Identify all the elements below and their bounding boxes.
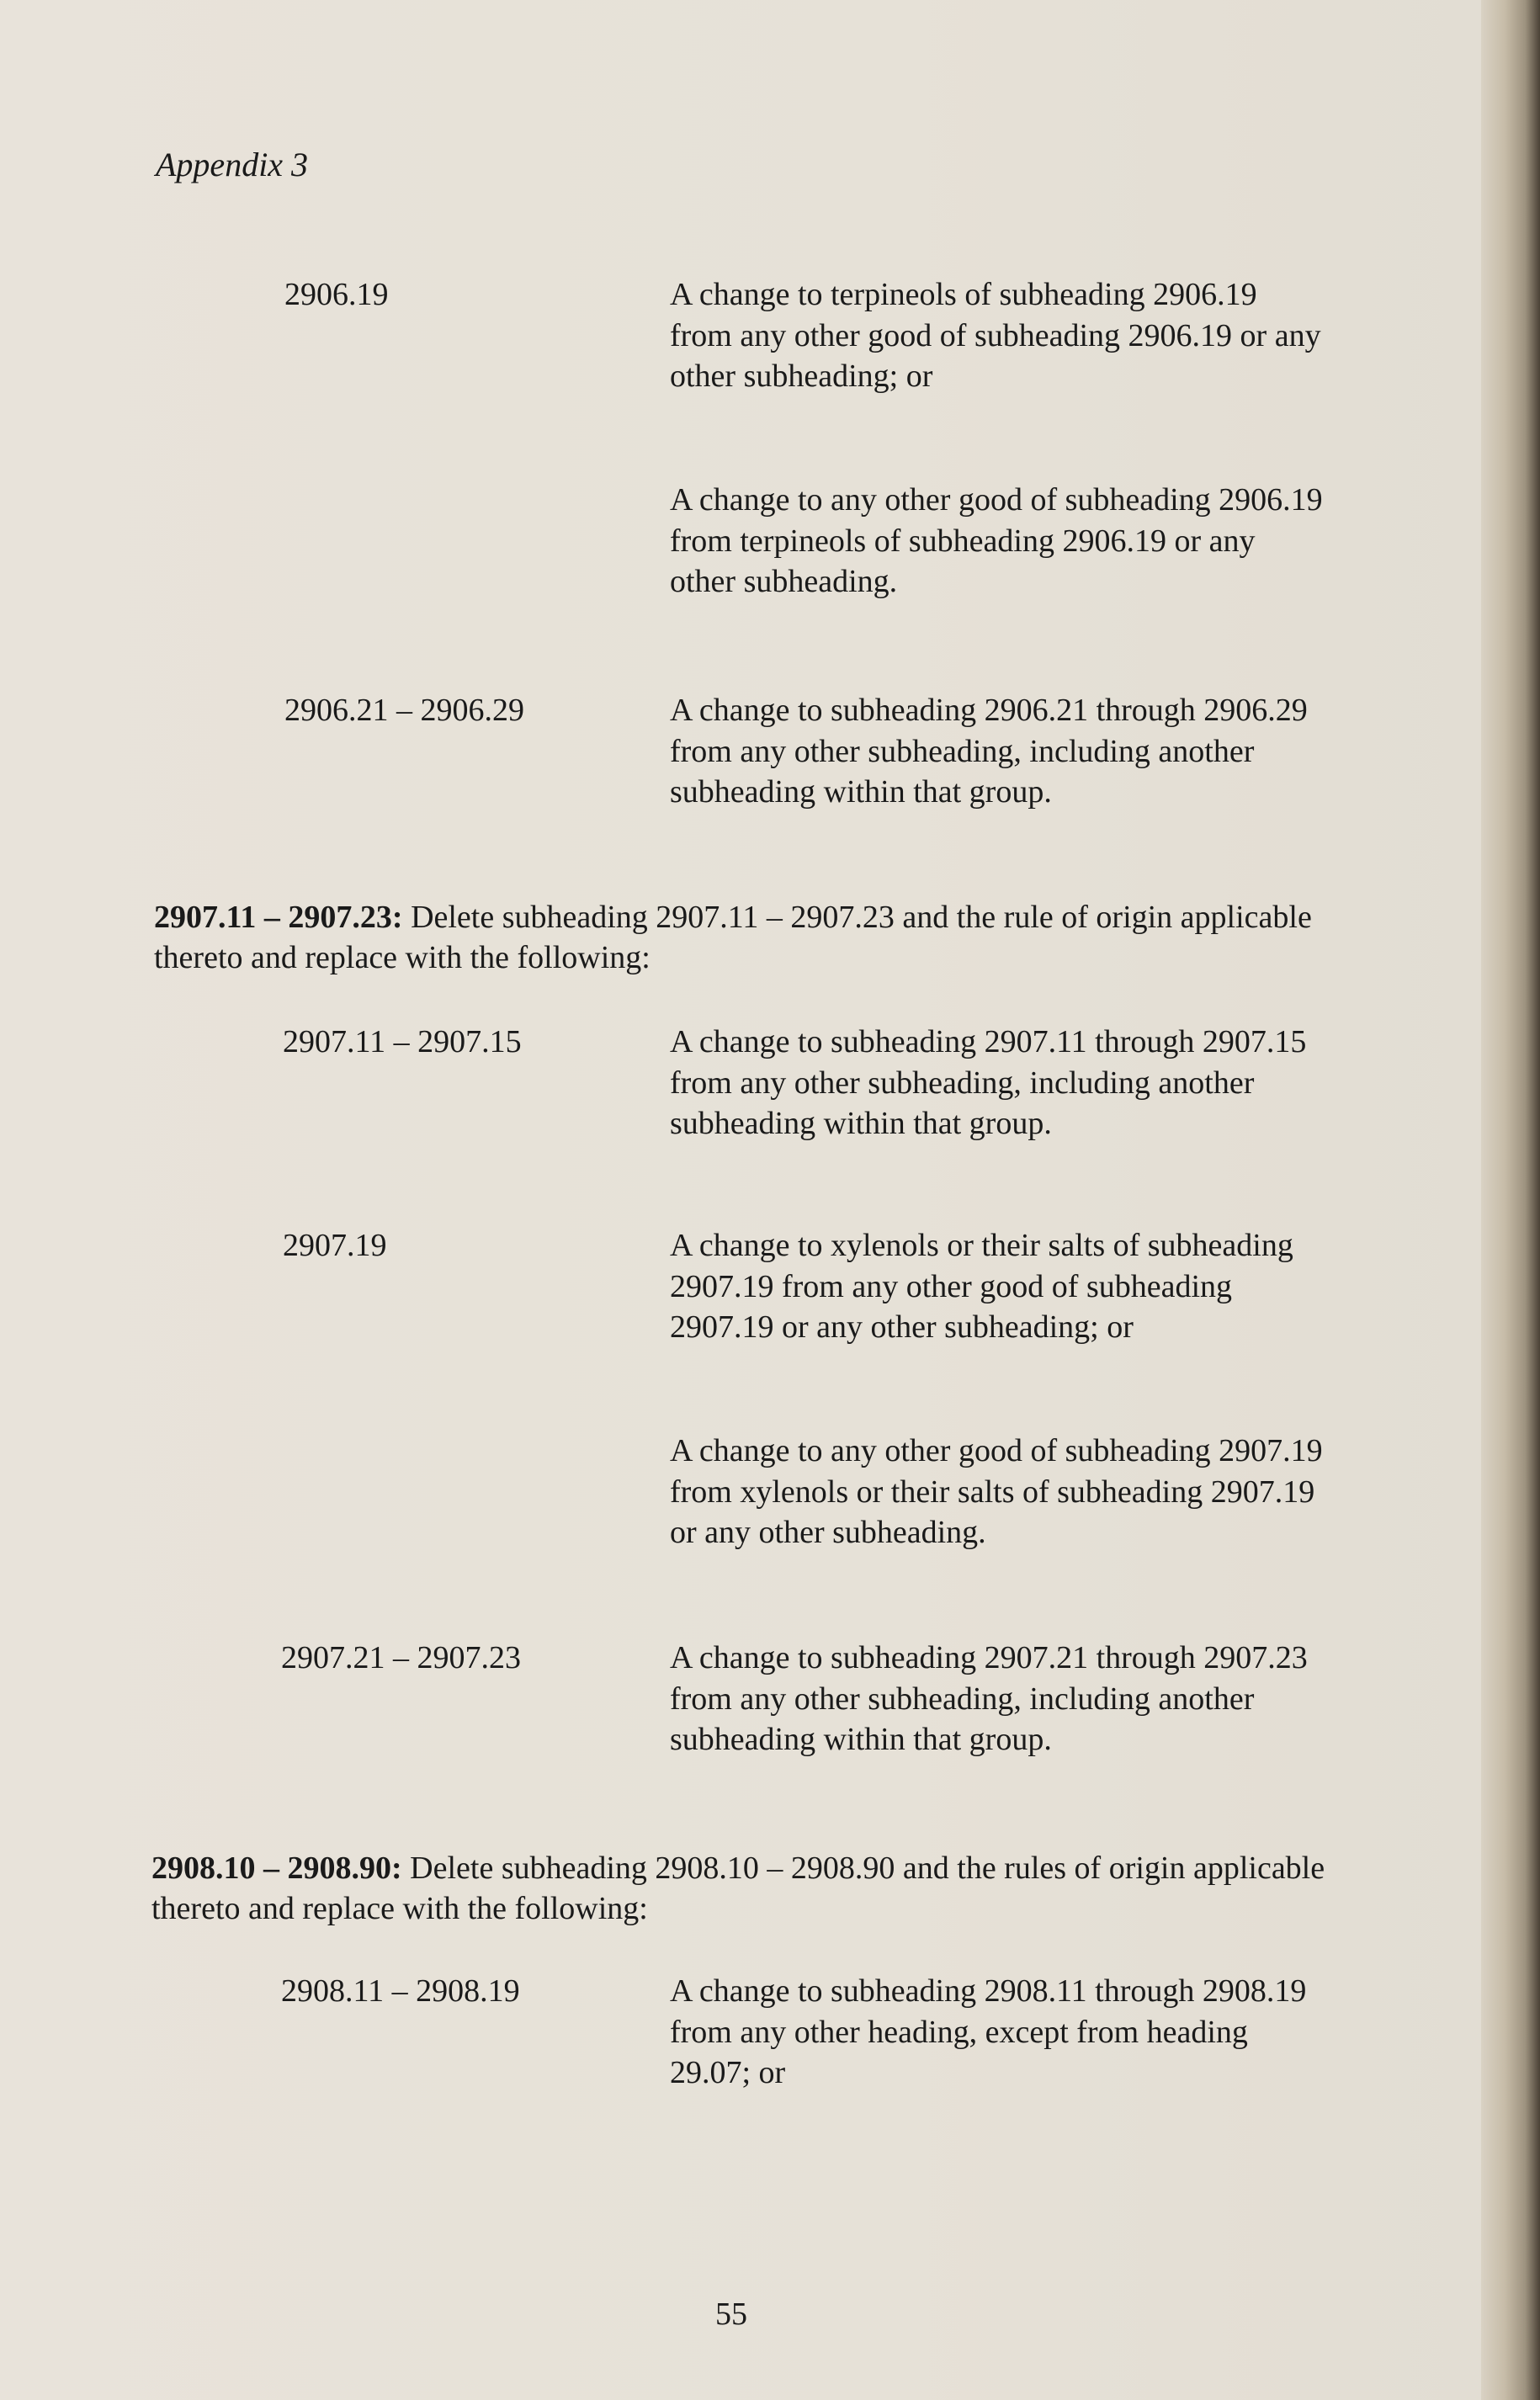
rule-text: A change to subheading 2906.21 through 2906.29 from any other subheading, including another subheading within that group.: [670, 693, 1308, 810]
rule-text: A change to xylenols or their salts of subheading 2907.19 from any other good of subheading 2907.19 or any other subheading; or: [670, 1228, 1293, 1345]
rule-block: [670, 480, 1326, 603]
rule-block: [670, 274, 1326, 397]
subheading-code: 2907.11 – 2907.15: [283, 1024, 522, 1059]
rule-text: A change to any other good of subheading 2906.19 from terpineols of subheading 2906.19 or any other subheading.: [670, 482, 1323, 599]
rule-block: [670, 1638, 1326, 1760]
amendment-note: [151, 1848, 1330, 1929]
rule-block: [670, 1431, 1326, 1553]
rule-text: A change to subheading 2908.11 through 2908.19 from any other heading, except from heading 29.07; or: [670, 1973, 1307, 2090]
note-heading: 2907.11 – 2907.23:: [154, 900, 403, 935]
rule-block: [670, 1022, 1326, 1144]
page-number: 55: [715, 2296, 747, 2332]
note-heading: 2908.10 – 2908.90:: [151, 1850, 402, 1886]
subheading-code: 2907.19: [283, 1228, 387, 1263]
rule-text: A change to any other good of subheading 2907.19 from xylenols or their salts of subheading 2907.19 or any other subheading.: [670, 1433, 1323, 1550]
subheading-code: 2908.11 – 2908.19: [281, 1973, 520, 2009]
subheading-code: 2906.19: [284, 277, 389, 312]
subheading-code: 2907.21 – 2907.23: [281, 1640, 521, 1675]
note-text: Delete subheading 2907.11 – 2907.23 and the rule of origin applicable thereto and replace with the following:: [154, 900, 1312, 975]
subheading-code: 2906.21 – 2906.29: [284, 693, 524, 728]
book-spine-shadow: [1481, 0, 1540, 2400]
rule-block: [670, 1971, 1326, 2094]
rule-text: A change to terpineols of subheading 2906.19 from any other good of subheading 2906.19 or any other subheading; or: [670, 277, 1321, 394]
note-text: Delete subheading 2908.10 – 2908.90 and the rules of origin applicable thereto and replace with the following:: [151, 1850, 1325, 1926]
rule-text: A change to subheading 2907.11 through 2907.15 from any other subheading, including another subheading within that group.: [670, 1024, 1307, 1141]
rule-text: A change to subheading 2907.21 through 2907.23 from any other subheading, including another subheading within that group.: [670, 1640, 1308, 1757]
rule-block: [670, 1225, 1326, 1348]
amendment-note: [154, 897, 1332, 978]
running-header: Appendix 3: [156, 146, 309, 183]
rule-block: [670, 690, 1326, 813]
